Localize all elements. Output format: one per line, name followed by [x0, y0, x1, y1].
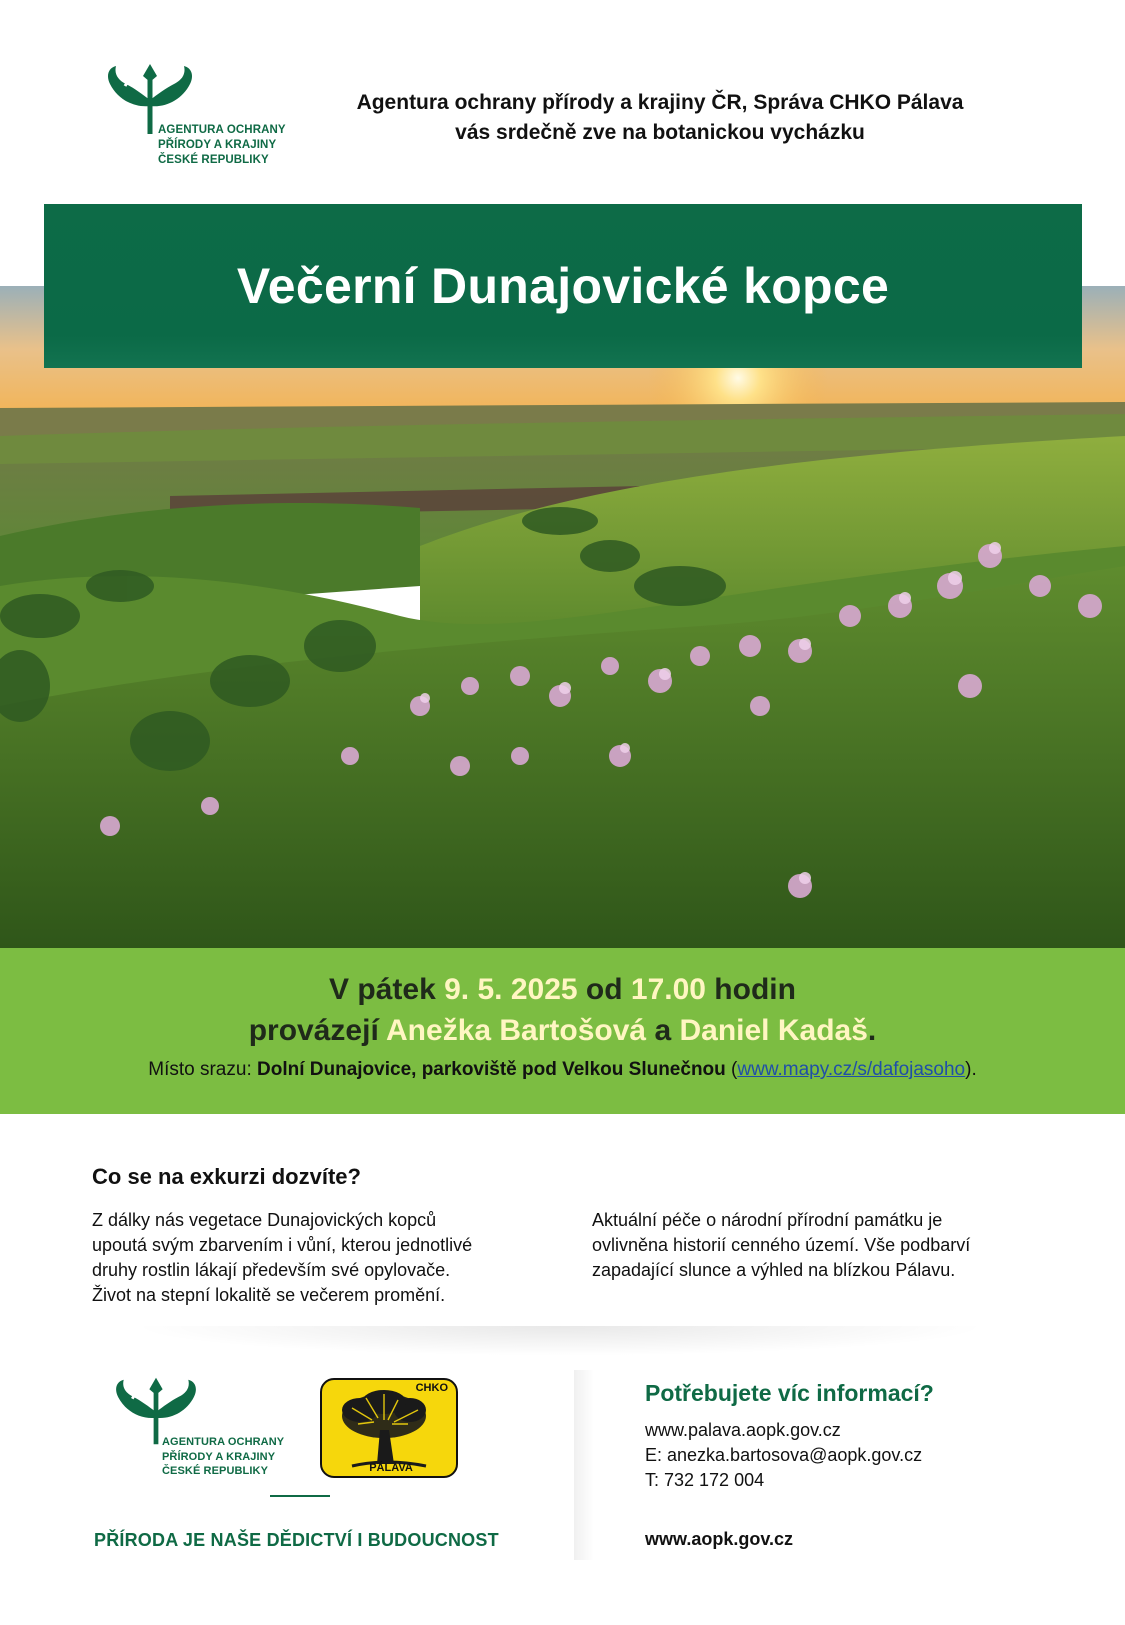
- logo-text-line: ČESKÉ REPUBLIKY: [162, 1465, 269, 1477]
- footer-column-divider: [574, 1370, 594, 1560]
- landscape-illustration: [0, 286, 1125, 948]
- time-prefix: od: [577, 973, 631, 1006]
- event-time: 17.00: [630, 973, 706, 1006]
- organizer-line: Agentura ochrany přírody a krajiny ČR, Správa CHKO Pálava: [356, 91, 964, 114]
- logo-text-line: ČESKÉ REPUBLIKY: [158, 154, 269, 166]
- event-datetime: [0, 973, 1125, 1007]
- footer-motto: PŘÍRODA JE NAŠE DĚDICTVÍ I BUDOUCNOST: [94, 1530, 499, 1550]
- meeting-point: [0, 1059, 1125, 1081]
- time-suffix: hodin: [705, 973, 796, 1006]
- paragraph-line: Z dálky nás vegetace Dunajovických kopců: [92, 1210, 437, 1230]
- guides-and: a: [646, 1014, 680, 1047]
- logo-text-line: AGENTURA OCHRANY: [162, 1436, 285, 1448]
- guides-prefix: provázejí: [248, 1014, 387, 1047]
- guides-suffix: .: [867, 1014, 877, 1047]
- logo-text-line: PŘÍRODY A KRAJINY: [162, 1450, 276, 1463]
- meeting-label: Místo srazu:: [148, 1059, 257, 1080]
- event-guides: [0, 1014, 1125, 1048]
- invitation-header: [330, 88, 990, 148]
- link-open: (: [725, 1059, 738, 1080]
- paragraph-line: Aktuální péče o národní přírodní památku je: [592, 1210, 943, 1230]
- paragraph-line: Život na stepní lokalitě se večerem promění.: [92, 1285, 446, 1305]
- aopk-logo: [100, 60, 300, 175]
- aopk-website[interactable]: www.aopk.gov.cz: [645, 1529, 794, 1549]
- logo-text: [158, 123, 286, 168]
- contact-website[interactable]: www.palava.aopk.gov.cz: [645, 1420, 841, 1440]
- link-close: ).: [965, 1059, 977, 1080]
- footer-aopk-logo: [108, 1374, 308, 1484]
- event-date: 9. 5. 2025: [444, 973, 578, 1006]
- contact-phone: T: 732 172 004: [645, 1470, 765, 1490]
- contact-heading: Potřebujete víc informací?: [645, 1380, 934, 1406]
- logo-text-line: AGENTURA OCHRANY: [158, 124, 286, 136]
- paragraph-line: zapadající slunce a výhled na blízkou Pálavu.: [592, 1260, 956, 1280]
- info-heading: Co se na exkurzi dozvíte?: [92, 1164, 361, 1189]
- palava-label: PÁLAVA: [369, 1462, 413, 1474]
- meeting-place: Dolní Dunajovice, parkoviště pod Velkou Slunečnou: [257, 1059, 726, 1080]
- logo-text-line: PŘÍRODY A KRAJINY: [158, 139, 277, 151]
- date-prefix: V pátek: [329, 973, 445, 1006]
- event-details: [0, 948, 1125, 1114]
- chko-palava-logo: [320, 1378, 458, 1478]
- section-divider: [130, 1326, 990, 1356]
- info-paragraph-right: [592, 1208, 1042, 1283]
- contact-email[interactable]: E: anezka.bartosova@aopk.gov.cz: [645, 1445, 923, 1465]
- page-title: Večerní Dunajovické kopce: [236, 258, 890, 314]
- invitation-line: vás srdečně zve na botanickou vycházku: [455, 121, 865, 144]
- paragraph-line: upoutá svým zbarvením i vůní, kterou jednotlivé: [92, 1235, 473, 1255]
- paragraph-line: druhy rostlin lákají především své opylovače.: [92, 1260, 451, 1280]
- guide-name: Anežka Bartošová: [386, 1014, 647, 1047]
- footer-divider: [270, 1495, 330, 1497]
- map-link[interactable]: www.mapy.cz/s/dafojasoho: [737, 1059, 966, 1080]
- guide-name: Daniel Kadaš: [679, 1014, 868, 1047]
- paragraph-line: ovlivněna historií cenného území. Vše podbarví: [592, 1235, 971, 1255]
- info-paragraph-left: [92, 1208, 532, 1308]
- chko-label: CHKO: [415, 1382, 448, 1394]
- landscape-photo: [0, 286, 1125, 948]
- title-banner: [44, 204, 1082, 368]
- logo-text: [162, 1435, 284, 1479]
